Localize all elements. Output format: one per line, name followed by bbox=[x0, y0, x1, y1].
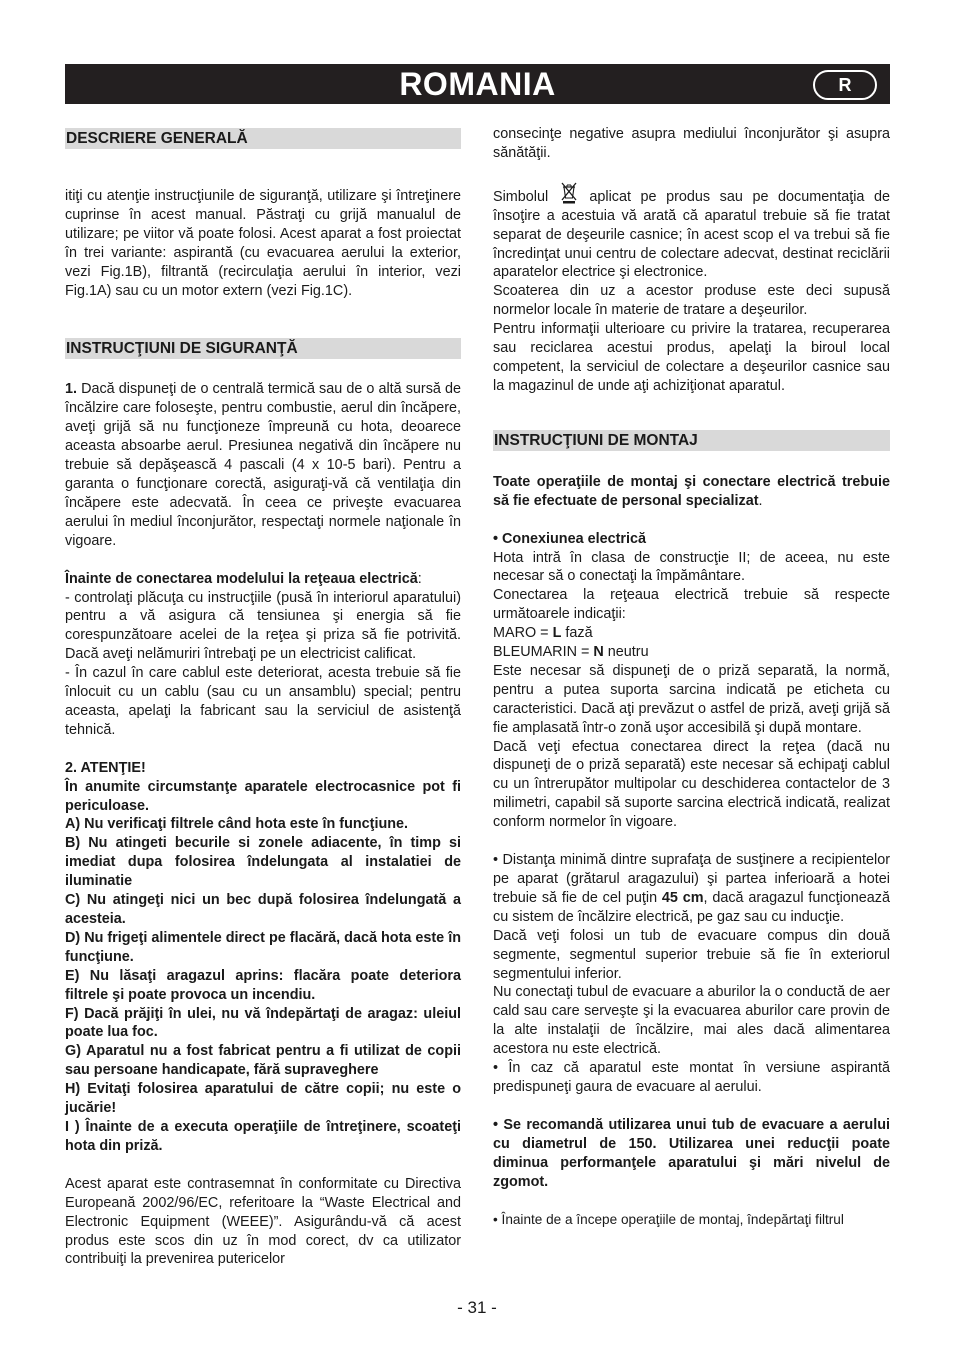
wire-blue bbox=[493, 643, 890, 662]
symbol-prefix: Simbolul bbox=[493, 188, 549, 205]
crossed-out-bin-icon bbox=[560, 182, 578, 204]
general-paragraph: itiţi cu atenţie instrucţiunile de siguranţă, utilizare şi întreţinere cuprinse în acest manual. Păstraţi cu grijă manualul de utilizare; pe viitor vă poate folosi. Acest aparat a fost proiectat în trei variante: aspirantă (cu evacuarea aerului la exterior, vezi Fig.1B), filtrantă (recirculaţia aerului în interior, vezi Fig.1A) sau cu un motor extern (vezi Fig.1C). bbox=[65, 188, 461, 299]
wire-blue-label: BLEUMARIN = bbox=[493, 644, 594, 661]
page-title: ROMANIA bbox=[399, 66, 556, 102]
heading-mounting-instructions: INSTRUCŢIUNI DE MONTAJ bbox=[493, 430, 890, 451]
before-connecting bbox=[65, 570, 461, 589]
attention-title: 2. ATENŢIE! bbox=[65, 759, 146, 776]
electrical-paragraph-1: Hota intră în clasa de construcţie II; de aceea, nu este necesar să o conectaţi la împământare. bbox=[493, 549, 890, 585]
safety-item-1-text: Dacă dispuneţi de o centrală termică sau de o altă sursă de încălzire care foloseşte, pentru combustie, aerul din încăpere, aveţi grijă să nu funcţioneze împreună cu hota, deoarece aceasta absoarbe aerul. Presiunea negativă din încăpere nu trebuie să depăşească 4 pascali (4 x 10-5 bari). Pentru a garanta o funcţionare corectă, asiguraţi-vă că ventilaţia din încăpere este adecvată. În ceea ce priveşte evacuarea aerului în mediul înconjurător, respectaţi normele naţionale în vigoare. bbox=[65, 381, 461, 549]
last-paragraph: • Înainte de a începe operaţiile de montaj, îndepărtaţi filtrul bbox=[493, 1211, 844, 1227]
wire-brown bbox=[493, 624, 890, 643]
distance-text-2: , dacă aragazul funcţionează cu sistem de încălzire electrică, pe gaz sau cu inducţie. bbox=[493, 889, 890, 925]
electrical-connection-title: • Conexiunea electrică bbox=[493, 530, 647, 547]
wire-blue-desc: neutru bbox=[603, 644, 649, 661]
attention-item-c: C) Nu atingeţi nici un bec după folosirea îndelungată a acesteia. bbox=[65, 892, 461, 927]
electrical-paragraph-3: Este necesar să dispuneţi de o priză separată, la normă, pentru a putea suporta sarcina indicată pe eticheta cu caracteristici. Dacă aţi prevăzut o astfel de priză, aveţi grijă să fie amplasată într-o zonă uşor accesibilă şi după montare. bbox=[493, 662, 890, 736]
scrap-paragraph: Scoaterea din uz a acestor produse este deci supusă normelor locale în materie de tratare a deşeurilor. bbox=[493, 283, 890, 319]
weee-continued: consecinţe negative asupra mediului înconjurător şi asupra sănătăţii. bbox=[493, 126, 890, 161]
heading-safety-instructions: INSTRUCŢIUNI DE SIGURANŢĂ bbox=[65, 338, 461, 359]
language-badge: R bbox=[813, 70, 877, 100]
heading-general-description: DESCRIERE GENERALĂ bbox=[65, 128, 461, 149]
safety-item-1-number: 1. bbox=[65, 381, 78, 398]
electrical-paragraph-2: Conectarea la reţeaua electrică trebuie să respecte următoarele indicaţii: bbox=[493, 587, 890, 623]
wire-brown-label: MARO = bbox=[493, 625, 553, 642]
attention-item-b: B) Nu atingeti becurile si zonele adiacente, în timp si imediat dupa folosirea îndelungata al instalatiei de iluminatie bbox=[65, 835, 461, 890]
attention-item-i: I ) Înainte de a executa operaţiile de întreţinere, scoateţi hota din priză. bbox=[65, 1118, 461, 1154]
symbol-text: aplicat pe produs sau pe documentaţia de însoţire a acestuia vă arată că aparatul trebuie să fie tratat separat de deşeurile casnice; în acest scop el va trebui să fie încredinţat unui centru de colectare adecvat, destinat reciclării aparatelor electrice şi electronice. bbox=[493, 188, 891, 281]
header-banner bbox=[65, 64, 890, 104]
distance-paragraph bbox=[493, 851, 890, 927]
left-column bbox=[65, 128, 461, 1269]
attention-item-d: D) Nu frigeţi alimentele direct pe flacără, dacă hota este în funcţiune. bbox=[65, 929, 461, 965]
weee-paragraph: Acest aparat este contrasemnat în conformitate cu Directiva Europeană 2002/96/EC, referitoare la “Waste Electrical and Electronic Equipment (WEEE)”. Asigurându-vă că acest produs este scos din uz în mod corect, dv ca utilizator contribuiţi la prevenirea putericelor bbox=[65, 1175, 461, 1268]
before-connecting-item-1: - controlaţi plăcuţa cu instrucţiile (pusă în interiorul aparatului) pentru a vă asigura că tensiunea şi energia să fie corespunzătoare acelei de la reţea şi priza să fie potrivită. Dacă aveţi nelămuriri întrebaţi pe un electricist calificat. bbox=[65, 589, 461, 663]
mounting-warning bbox=[493, 473, 890, 511]
tube-paragraph-1: Dacă veţi folosi un tub de evacuare compus din două segmente, segmentul superior trebuie să fie în exteriorul segmentului inferior. bbox=[493, 927, 890, 982]
before-connecting-colon: : bbox=[417, 570, 422, 587]
electrical-paragraph-4: Dacă veţi efectua conectarea direct la reţea (dacă nu dispuneţi de o priză separată) este necesar să echipaţi cablul cu un întrerupător multipolar cu deschiderea contactelor de 3 milimetri, capabil să suporte sarcina electrică indicată, realizat conform normelor în vigoare. bbox=[493, 738, 890, 831]
safety-item-1 bbox=[65, 380, 461, 550]
right-column bbox=[493, 125, 890, 1229]
attention-item-g: G) Aparatul nu a fost fabricat pentru a fi utilizat de copii sau persoane handicapate, fără supraveghere bbox=[65, 1043, 461, 1079]
page-number: - 31 - bbox=[457, 1298, 497, 1317]
wire-brown-desc: fază bbox=[561, 625, 593, 642]
recommendation-paragraph: • Se recomandă utilizarea unui tub de evacuare a aerului cu diametrul de 150. Utilizarea unei reducţii poate diminua performanţele aparatului şi mări nivelul de zgomot. bbox=[493, 1116, 890, 1190]
tube-paragraph-2: Nu conectaţi tubul de evacuare a aburilor la o conductă de aer cald sau care serveşte şi la evacuarea aburilor care provin de la alte instalaţii de încălzire, mai ales dacă alimentarea acestora nu este electrică. bbox=[493, 984, 890, 1058]
attention-item-f: F) Dacă prăjiţi în ulei, nu vă îndepărtaţi de aragaz: uleiul poate lua foc. bbox=[65, 1005, 461, 1041]
before-connecting-item-2: - În cazul în care cablul este deteriorat, acesta trebuie să fie înlocuit cu un cablu (sau cu un ansamblu) special; pentru aceasta, apelaţi la fabricant sau la serviciul de asistenţă tehnică. bbox=[65, 665, 461, 738]
distance-value: 45 cm bbox=[661, 889, 704, 906]
mounting-warning-text: Toate operaţiile de montaj şi conectare electrică trebuie să fie efectuate de personal specializat bbox=[493, 473, 890, 509]
attention-intro: În anumite circumstanţe aparatele electrocasnice pot fi periculoase. bbox=[65, 778, 461, 814]
before-connecting-title: Înainte de conectarea modelului la reţeaua electrică bbox=[65, 570, 418, 587]
distance-text-1: • Distanţa minimă dintre suprafaţa de susţinere a recipientelor pe aparat (grătarul aragazului) şi partea inferioară a hotei trebuie să fie de cel puţin bbox=[493, 852, 890, 906]
attention-item-a: A) Nu verificaţi filtrele când hota este în funcţiune. bbox=[65, 816, 409, 833]
info-paragraph: Pentru informaţii ulterioare cu privire la tratarea, recuperarea sau reciclarea acestui produs, apelaţi la biroul local competent, la serviciul de colectare a deşeurilor casnice sau la magazinul de unde aţi achiziţionat aparatul. bbox=[493, 321, 890, 394]
wire-blue-letter: N bbox=[593, 644, 604, 661]
attention-item-h: H) Evitaţi folosirea aparatului de către copii; nu este o jucărie! bbox=[65, 1081, 461, 1117]
attention-item-e: E) Nu lăsaţi aragazul aprins: flacăra poate deteriora filtrele şi poate provoca un incendiu. bbox=[65, 967, 461, 1003]
tube-paragraph-3: • În caz că aparatul este montat în versiune aspirantă predispuneţi gaura de evacuare al aerului. bbox=[493, 1060, 890, 1095]
symbol-paragraph bbox=[493, 182, 890, 283]
mounting-warning-period: . bbox=[758, 492, 763, 509]
wire-brown-letter: L bbox=[552, 625, 562, 642]
